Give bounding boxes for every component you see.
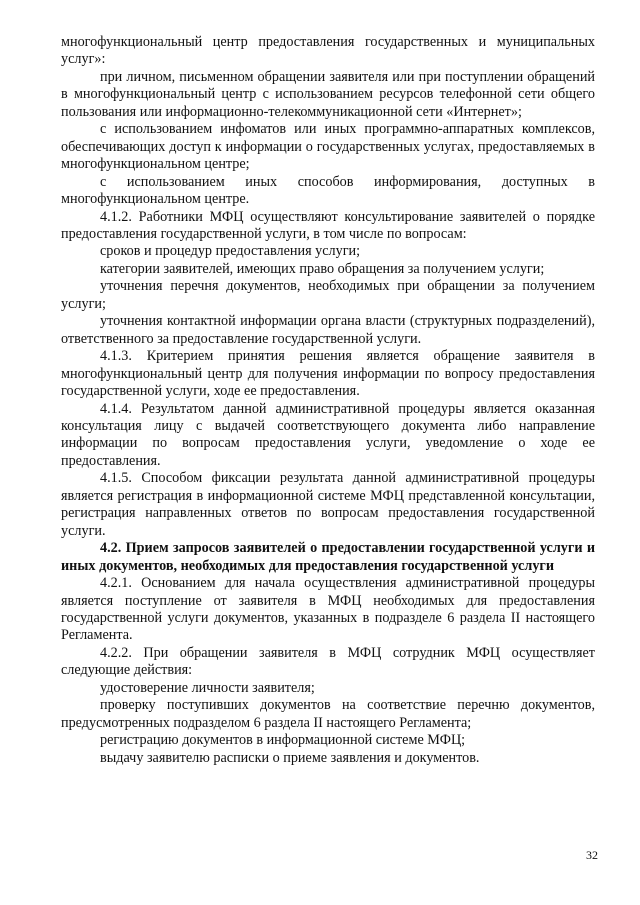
paragraph-3: с использованием инфоматов или иных программно-аппаратных комплексов, обеспечивающих доступ к информации о государственных услугах, предоставляемых в многофункциональном центре; (61, 121, 595, 173)
paragraph-1: многофункциональный центр предоставления государственных и муниципальных услуг»: (61, 34, 595, 68)
paragraph-7: категории заявителей, имеющих право обращения за получением услуги; (100, 260, 545, 277)
paragraph-14: 4.2.2. При обращении заявителя в МФЦ сотрудник МФЦ осуществляет следующие действия: (61, 644, 595, 679)
paragraph-11: 4.1.4. Результатом данной административной процедуры является оказанная консультация лицу с выдачей соответствующего документа либо направление информации по вопросам предоставления услуги, уведомление о ходе ее предоставления. (61, 400, 595, 469)
paragraph-6: сроков и процедур предоставления услуги; (100, 243, 361, 260)
section-heading-4-2: 4.2. Прием запросов заявителей о предоставлении государственной услуги и иных документов, необходимых для предоставления государственной услуги (61, 540, 595, 574)
paragraph-18: выдачу заявителю расписки о приеме заявления и документов. (100, 749, 480, 766)
paragraph-12: 4.1.5. Способом фиксации результата данной административной процедуры является регистрация в информационной системе МФЦ представленной консультации, регистрация направленных ответов по вопросам предоставления государственной услуги. (61, 470, 595, 539)
paragraph-17: регистрацию документов в информационной системе МФЦ; (100, 732, 466, 749)
paragraph-4: с использованием иных способов информирования, доступных в многофункциональном центре. (61, 173, 595, 208)
page-number: 32 (586, 848, 598, 862)
paragraph-16: проверку поступивших документов на соответствие перечню документов, предусмотренных подразделом 6 раздела II настоящего Регламента; (61, 697, 595, 731)
paragraph-10: 4.1.3. Критерием принятия решения является обращение заявителя в многофункциональный центр для получения информации по вопросу предоставления государственной услуги, ходе ее предоставления. (61, 348, 595, 400)
paragraph-9: уточнения контактной информации органа власти (структурных подразделений), ответственного за предоставление государственной услуги. (61, 313, 595, 347)
document-body (61, 34, 595, 767)
paragraph-13: 4.2.1. Основанием для начала осуществления административной процедуры является поступление от заявителя в МФЦ необходимых для предоставления государственной услуги документов, указанных в подразделе 6 раздела II настоящего Регламента. (61, 575, 595, 644)
paragraph-2: при личном, письменном обращении заявителя или при поступлении обращений в многофункциональный центр с использованием ресурсов телефонной сети общего пользования или информационно-телекоммуникационной сети «Интернет»; (61, 68, 595, 120)
paragraph-5: 4.1.2. Работники МФЦ осуществляют консультирование заявителей о порядке предоставления государственной услуги, в том числе по вопросам: (61, 208, 595, 242)
paragraph-8: уточнения перечня документов, необходимых при обращении за получением услуги; (61, 278, 595, 312)
paragraph-15: удостоверение личности заявителя; (100, 679, 315, 696)
